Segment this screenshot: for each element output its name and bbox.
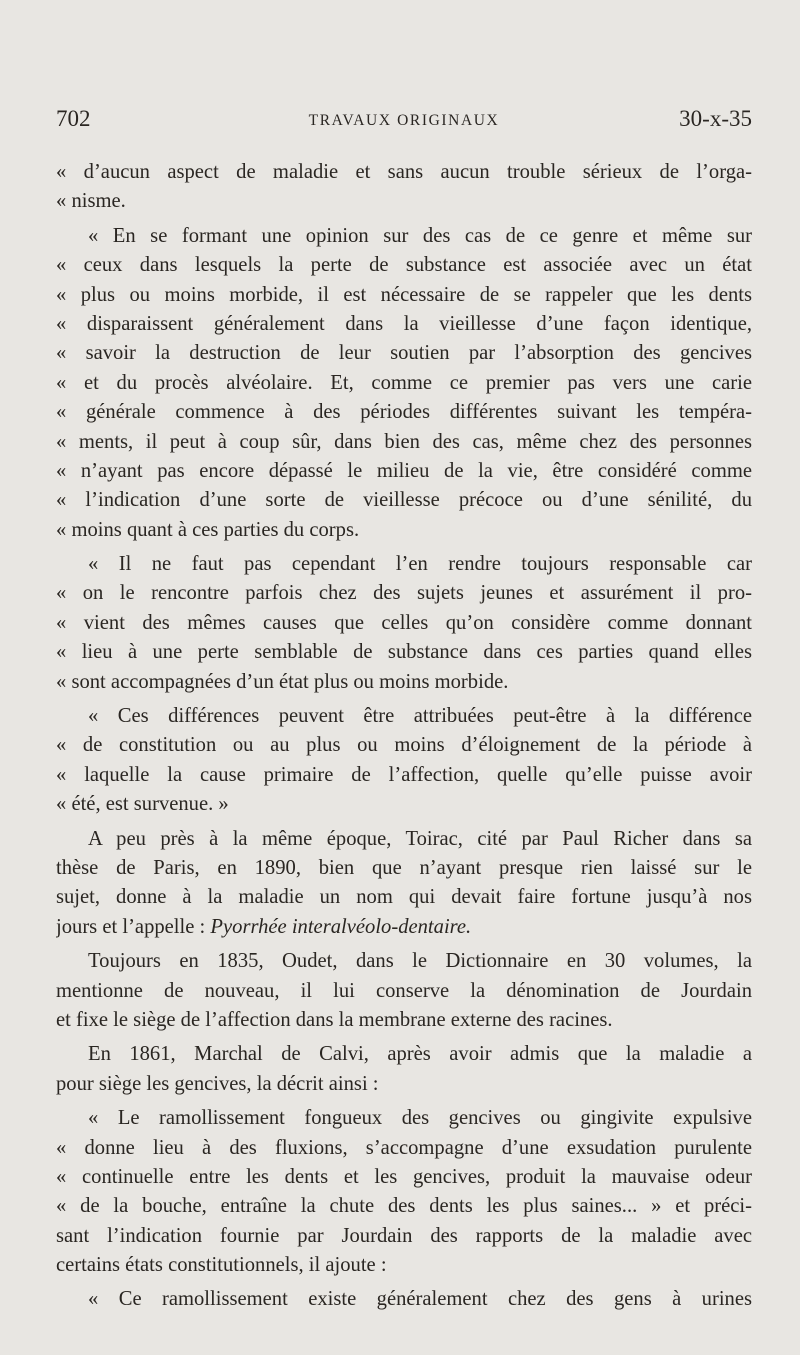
text-line: En 1861, Marchal de Calvi, après avoir admis que la maladie a — [88, 1043, 752, 1066]
text-fragment: jours et l’appelle : — [56, 915, 206, 938]
text-line: « on le rencontre parfois chez des sujets jeunes et assurément il pro- — [56, 582, 752, 605]
text-line: « de la bouche, entraîne la chute des dents les plus saines... » et préci- — [56, 1195, 752, 1218]
italic-term: Pyorrhée interalvéolo-dentaire. — [210, 915, 472, 938]
text-line: pour siège les gencives, la décrit ainsi : — [56, 1072, 379, 1095]
text-line: « disparaissent généralement dans la vieillesse d’une façon identique, — [56, 312, 752, 335]
text-line: « ments, il peut à coup sûr, dans bien des cas, même chez des personnes — [56, 430, 752, 453]
text-line: « En se formant une opinion sur des cas de ce genre et même sur — [88, 224, 752, 247]
text-line: « donne lieu à des fluxions, s’accompagne d’une exsudation purulente — [56, 1136, 752, 1159]
text-line: « et du procès alvéolaire. Et, comme ce premier pas vers une carie — [56, 371, 752, 394]
text-line: « nisme. — [56, 190, 126, 213]
text-line: sant l’indication fournie par Jourdain des rapports de la maladie avec — [56, 1224, 752, 1247]
text-line: « Il ne faut pas cependant l’en rendre toujours responsable car — [88, 553, 752, 576]
text-line: « vient des mêmes causes que celles qu’on considère comme donnant — [56, 611, 752, 634]
text-line: « n’ayant pas encore dépassé le milieu de la vie, être considéré comme — [56, 459, 752, 482]
text-line: « savoir la destruction de leur soutien par l’absorption des gencives — [56, 342, 752, 365]
text-line: « laquelle la cause primaire de l’affection, quelle qu’elle puisse avoir — [56, 763, 752, 786]
text-line: sujet, donne à la maladie un nom qui devait faire fortune jusqu’à nos — [56, 886, 752, 909]
text-line: « continuelle entre les dents et les gencives, produit la mauvaise odeur — [56, 1165, 752, 1188]
text-line: A peu près à la même époque, Toirac, cité par Paul Richer dans sa — [88, 827, 752, 850]
page-header — [56, 106, 752, 142]
text-line: « Ce ramollissement existe généralement chez des gens à urines — [88, 1288, 752, 1311]
page-number: 702 — [56, 106, 91, 131]
text-line — [56, 913, 752, 942]
text-line: « lieu à une perte semblable de substance dans ces parties quand elles — [56, 641, 752, 664]
text-line: « Ces différences peuvent être attribuées peut-être à la différence — [88, 705, 752, 728]
text-line: thèse de Paris, en 1890, bien que n’ayant presque rien laissé sur le — [56, 856, 752, 879]
text-line: « ceux dans lesquels la perte de substance est associée avec un état — [56, 254, 752, 277]
text-line: « de constitution ou au plus ou moins d’éloignement de la période à — [56, 734, 752, 757]
text-line: « sont accompagnées d’un état plus ou moins morbide. — [56, 670, 509, 693]
text-line: « plus ou moins morbide, il est nécessaire de se rappeler que les dents — [56, 283, 752, 306]
text-line: « moins quant à ces parties du corps. — [56, 518, 360, 541]
text-line: certains états constitutionnels, il ajoute : — [56, 1254, 387, 1277]
text-line: « l’indication d’une sorte de vieillesse précoce ou d’une sénilité, du — [56, 489, 752, 512]
text-line: « générale commence à des périodes différentes suivant les tempéra- — [56, 401, 752, 424]
page-body — [56, 158, 752, 1315]
text-line: « été, est survenue. » — [56, 793, 229, 816]
running-title: TRAVAUX ORIGINAUX — [308, 112, 500, 129]
text-line: Toujours en 1835, Oudet, dans le Dictionnaire en 30 volumes, la — [88, 950, 752, 973]
issue-date: 30-x-35 — [679, 106, 752, 131]
text-line: mentionne de nouveau, il lui conserve la dénomination de Jourdain — [56, 979, 752, 1002]
text-line: « Le ramollissement fongueux des gencives ou gingivite expulsive — [88, 1107, 752, 1130]
text-line: « d’aucun aspect de maladie et sans aucun trouble sérieux de l’orga- — [56, 161, 752, 183]
text-line: et fixe le siège de l’affection dans la membrane externe des racines. — [56, 1008, 613, 1031]
